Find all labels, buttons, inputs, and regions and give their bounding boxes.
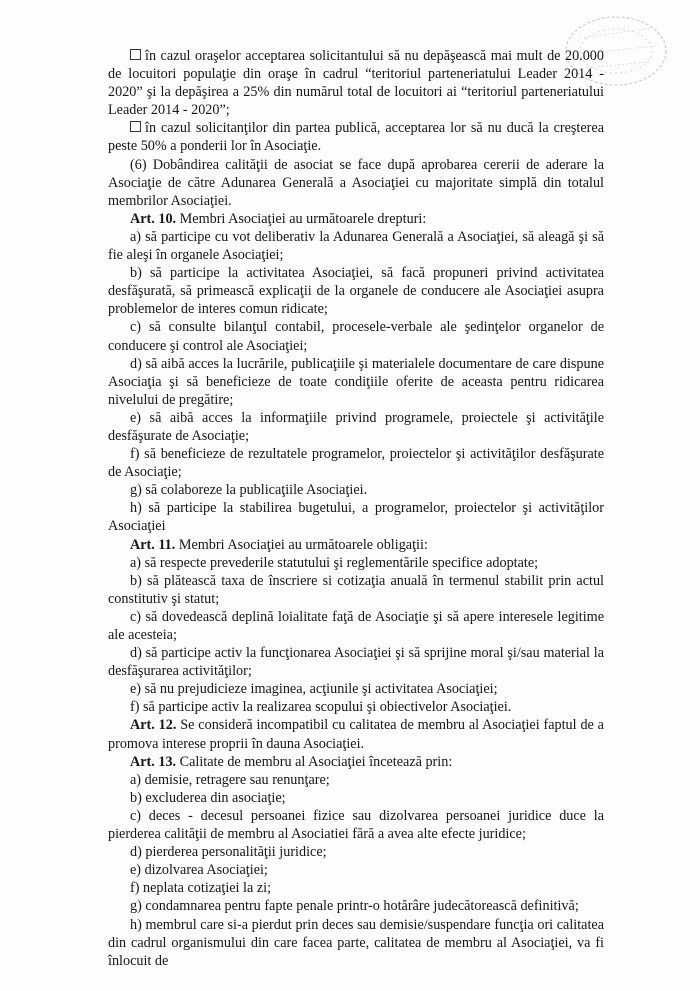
paragraph: a) să participe cu vot deliberativ la Adunarea Generală a Asociaţiei, să aleagă şi să fie aleşi în organele Asociaţiei; (108, 228, 604, 264)
paragraph: h) să participe la stabilirea bugetului, a programelor, proiectelor şi activităţilor Asociaţiei (108, 500, 604, 535)
paragraph: e) să nu prejudicieze imaginea, acţiunile şi activitatea Asociaţiei; (130, 681, 498, 698)
paragraph: d) pierderea personalităţii juridice; (130, 844, 327, 861)
paragraph-text: în cazul solicitanţilor din partea publică, acceptarea lor să nu ducă la creşterea peste 50% a ponderii lor în Asociaţie. (108, 120, 604, 155)
paragraph: f) neplata cotizaţiei la zi; (130, 880, 272, 897)
checkbox-icon (130, 49, 141, 60)
paragraph-text: Membri Asociaţiei au următoarele obligaţii: (178, 536, 428, 553)
paragraph: d) să participe activ la funcţionarea Asociaţiei şi să sprijine moral şi/sau material la desfăşurarea activităţilor; (108, 645, 604, 680)
paragraph-text: în cazul oraşelor acceptarea solicitantului să nu depăşească mai mult de 20.000 de locuitori populaţie din oraşe în cadrul “teritoriul parteneriatului Leader 2014 - 2020” şi la depăşirea a 25% din numărul total de locuitori ai “teritoriul parteneriatului Leader 2014 - 2020”; (108, 48, 604, 119)
paragraph: a) demisie, retragere sau renunţare; (130, 771, 330, 788)
paragraph: g) să colaboreze la publicaţiile Asociaţiei. (130, 482, 368, 499)
paragraph: b) să plătească taxa de înscriere si cotizaţia anuală în termenul stabilit prin actul constitutiv şi statut; (108, 572, 604, 607)
paragraph: b) să participe la activitatea Asociaţiei, să facă propuneri privind activitatea desfăşurată, să primească explicaţii de la organele de conducere ale Asociaţiei asupra problemelor de interes comun ridicate; (108, 265, 604, 318)
paragraph: f) să participe activ la realizarea scopului şi obiectivelor Asociaţiei. (130, 699, 512, 716)
paragraph: a) să respecte prevederile statutului şi reglementările specifice adoptate; (130, 554, 539, 571)
paragraph-text: Membri Asociaţiei au următoarele drepturi: (179, 210, 427, 227)
paragraph-text: Calitate de membru al Asociaţiei încetează prin: (179, 753, 453, 770)
article-label: Art. 13. (130, 753, 177, 770)
paragraph: d) să aibă acces la lucrările, publicaţiile şi materialele documentare de care dispune Asociaţia şi să beneficieze de toate condiţiile oferite de aceasta pentru ridicarea nivelului de pregătire; (108, 355, 604, 408)
paragraph: e) să aibă acces la informaţiile privind programele, proiectele şi activităţile desfăşurate de Asociaţie; (108, 409, 604, 444)
paragraph: e) dizolvarea Asociaţiei; (130, 862, 268, 879)
paragraph: c) să dovedească deplină loialitate faţă de Asociaţie şi să apere interesele legitime ale acesteia; (108, 608, 604, 643)
paragraph: h) membrul care si-a pierdut prin deces sau demisie/suspendare funcţia ori calitatea din cadrul organismului din care facea parte, calitatea de membru al Asociaţiei, va fi înlocuit de (108, 916, 604, 969)
paragraph: g) condamnarea pentru fapte penale printr-o hotărâre judecătorească definitivă; (130, 898, 579, 915)
article-label: Art. 10. (130, 210, 177, 227)
paragraph: c) deces - decesul persoanei fizice sau dizolvarea persoanei juridice duce la pierderea calităţii de membru al Asociatiei fără a avea alte efecte juridice; (108, 807, 604, 843)
paragraph-text: Se consideră incompatibil cu calitatea de membru al Asociaţiei faptul de a promova interese proprii în dauna Asociaţiei. (108, 717, 604, 752)
paragraph: b) excluderea din asociaţie; (130, 789, 286, 806)
article-heading (108, 716, 604, 752)
article-label: Art. 12. (130, 717, 177, 734)
article-heading (108, 210, 604, 228)
paragraph: c) să consulte bilanţul contabil, procesele-verbale ale şedinţelor organelor de conducere şi control ale Asociaţiei; (108, 319, 604, 354)
checkbox-icon (130, 121, 141, 132)
document-body (108, 47, 604, 970)
paragraph: f) să beneficieze de rezultatele programelor, proiectelor şi activităţilor desfăşurate de Asociaţie; (108, 446, 604, 481)
checkbox-paragraph (108, 47, 604, 119)
paragraph: (6) Dobândirea calităţii de asociat se face după aprobarea cererii de aderare la Asociaţie de către Adunarea Generală a Asociaţiei cu majoritate simplă din totalul membrilor Asociaţiei. (108, 156, 604, 209)
article-label: Art. 11. (130, 536, 176, 553)
article-heading (108, 753, 604, 771)
checkbox-paragraph (108, 119, 604, 155)
article-heading (108, 536, 604, 554)
